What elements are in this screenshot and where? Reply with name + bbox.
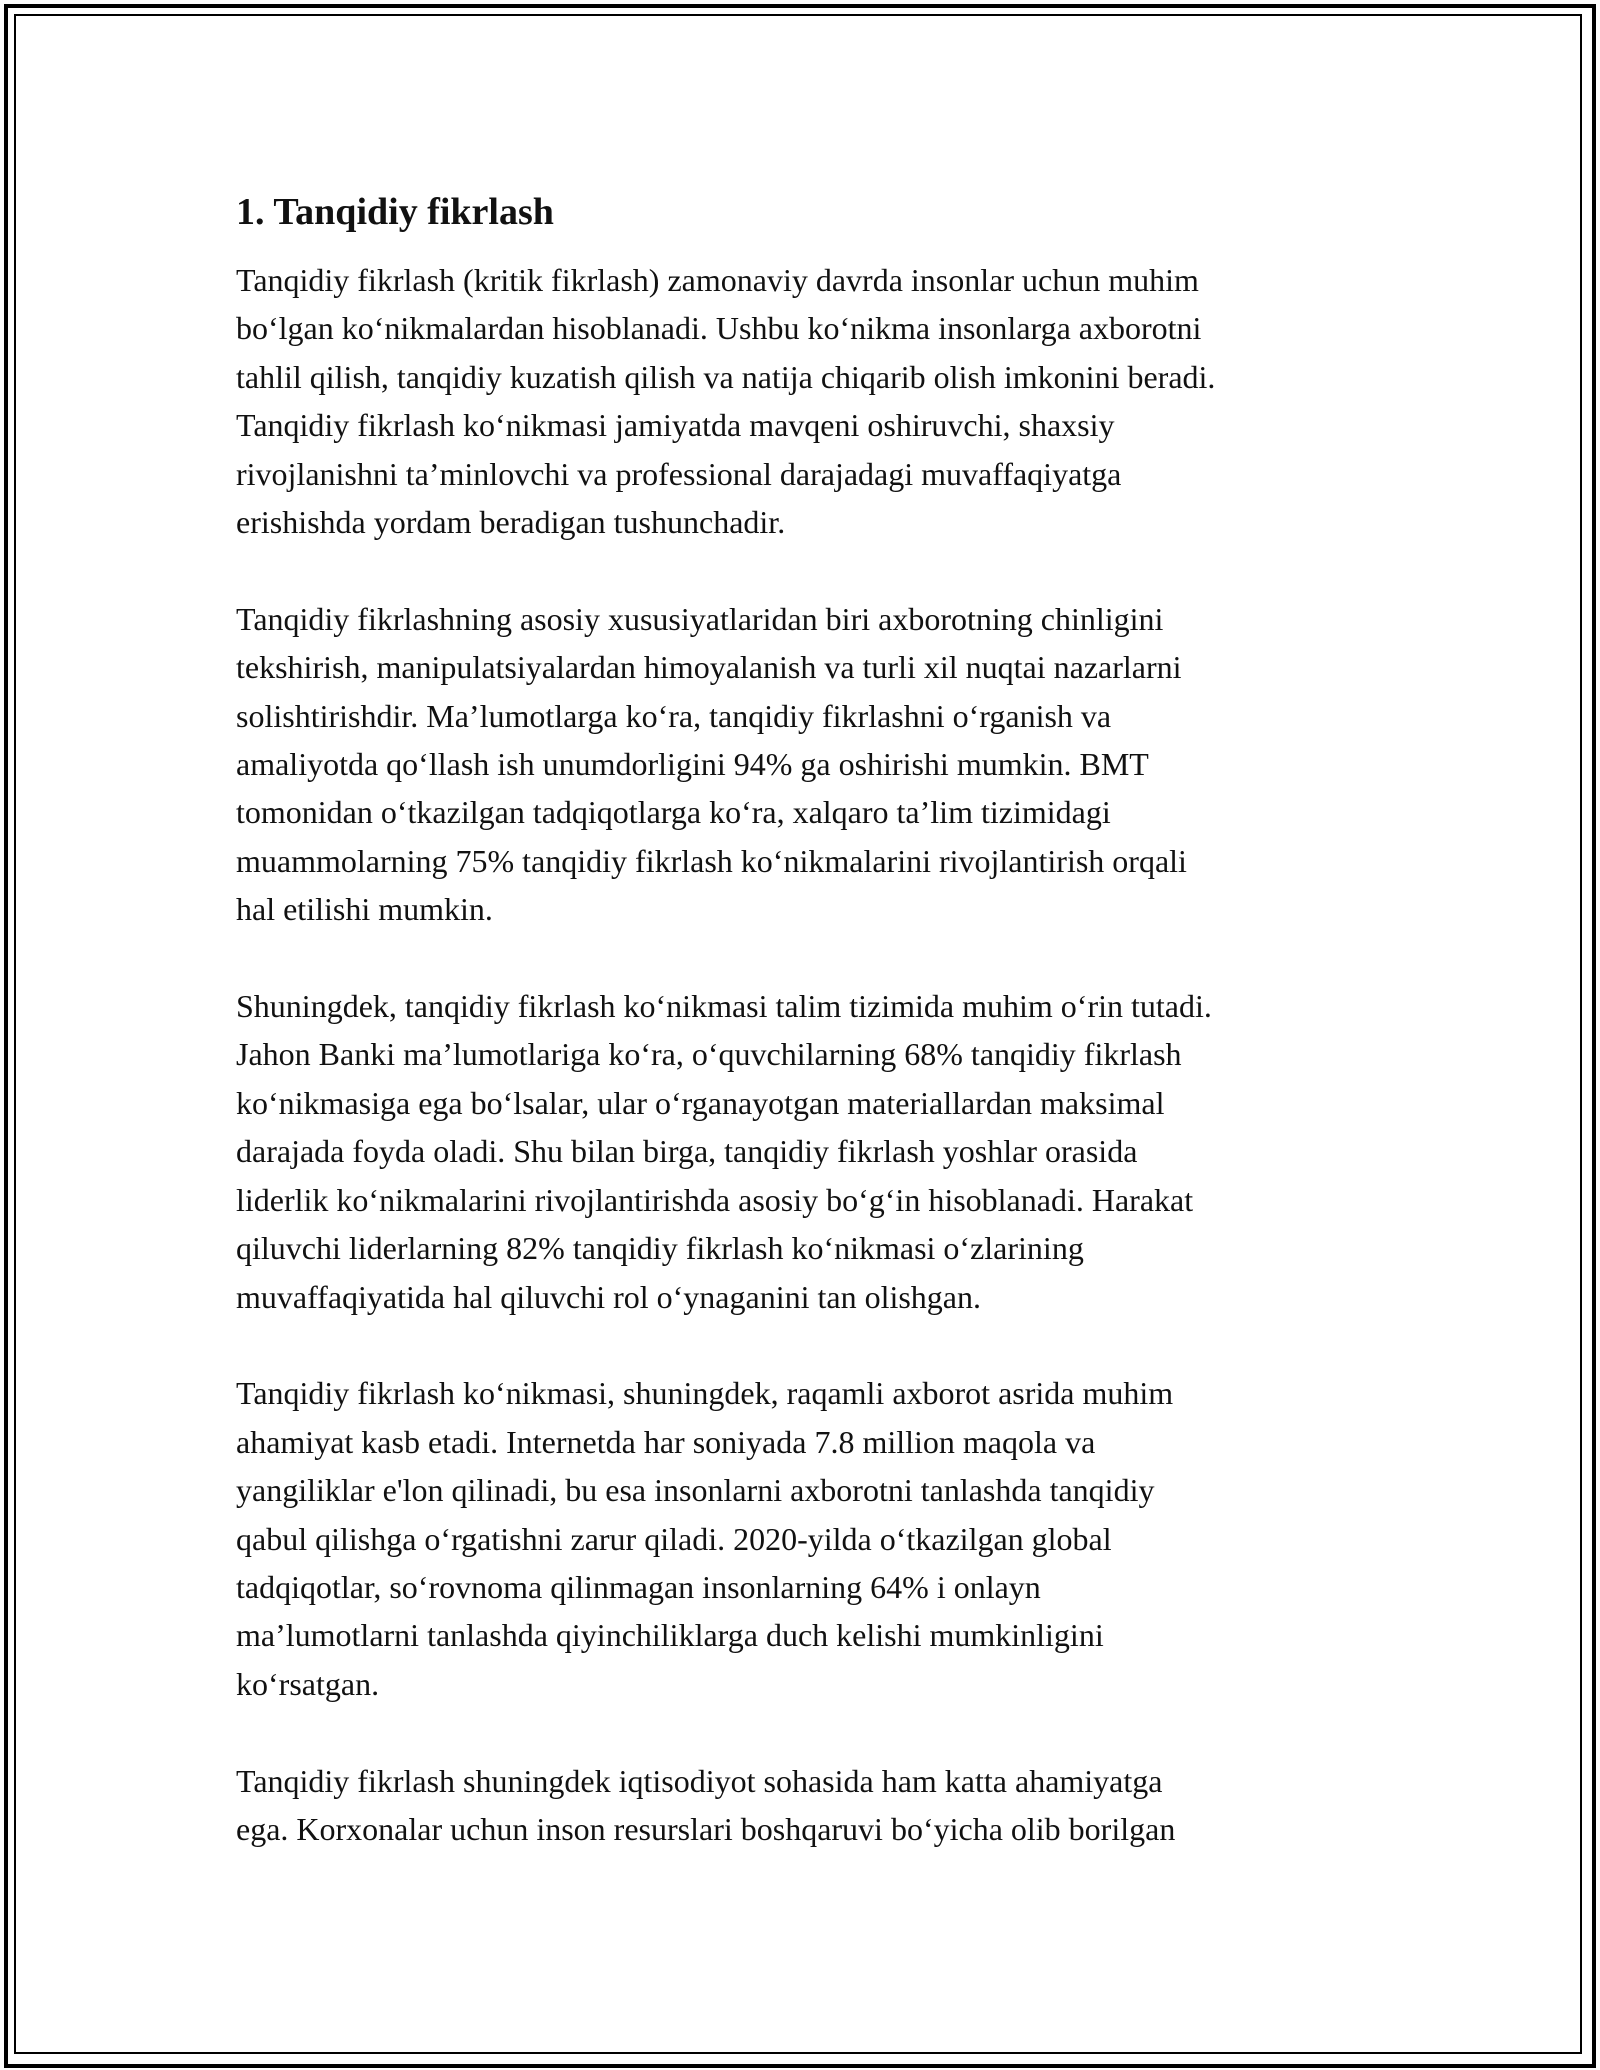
- paragraph-2: [236, 595, 1366, 934]
- section-heading: 1. Tanqidiy fikrlash: [236, 191, 554, 233]
- text-line: rivojlanishni ta’minlovchi va professional darajadagi muvaffaqiyatga: [236, 455, 1122, 492]
- text-line: amaliyotda qoʻllash ish unumdorligini 94% ga oshirishi mumkin. BMT: [236, 746, 1149, 783]
- text-line: Tanqidiy fikrlashning asosiy xususiyatlaridan biri axborotning chinligini: [236, 600, 1164, 637]
- text-line: tahlil qilish, tanqidiy kuzatish qilish va natija chiqarib olish imkonini beradi.: [236, 358, 1216, 395]
- text-line: muvaffaqiyatida hal qiluvchi rol oʻynaganini tan olishgan.: [236, 1278, 981, 1315]
- text-line: Shuningdek, tanqidiy fikrlash koʻnikmasi talim tizimida muhim oʻrin tutadi.: [236, 988, 1212, 1025]
- text-line: ega. Korxonalar uchun inson resurslari boshqaruvi boʻyicha olib borilgan: [236, 1810, 1176, 1847]
- document-body: [236, 186, 1366, 1902]
- text-line: liderlik koʻnikmalarini rivojlantirishda asosiy boʻgʻin hisoblanadi. Harakat: [236, 1181, 1194, 1218]
- text-line: boʻlgan koʻnikmalardan hisoblanadi. Ushbu koʻnikma insonlarga axborotni: [236, 310, 1202, 347]
- text-line: ma’lumotlarni tanlashda qiyinchiliklarga duch kelishi mumkinligini: [236, 1617, 1104, 1654]
- paragraph-5: [236, 1757, 1366, 1854]
- text-line: tadqiqotlar, soʻrovnoma qilinmagan insonlarning 64% i onlayn: [236, 1568, 1041, 1605]
- paragraph-1: [236, 256, 1366, 546]
- text-line: hal etilishi mumkin.: [236, 891, 493, 928]
- text-line: qiluvchi liderlarning 82% tanqidiy fikrlash koʻnikmasi oʻzlarining: [236, 1230, 1084, 1267]
- text-line: Tanqidiy fikrlash koʻnikmasi, shuningdek, raqamli axborot asrida muhim: [236, 1375, 1174, 1412]
- text-line: ahamiyat kasb etadi. Internetda har soniyada 7.8 million maqola va: [236, 1423, 1096, 1460]
- text-line: darajada foyda oladi. Shu bilan birga, tanqidiy fikrlash yoshlar orasida: [236, 1133, 1138, 1170]
- text-line: Jahon Banki ma’lumotlariga koʻra, oʻquvchilarning 68% tanqidiy fikrlash: [236, 1036, 1182, 1073]
- text-line: Tanqidiy fikrlash (kritik fikrlash) zamonaviy davrda insonlar uchun muhim: [236, 262, 1199, 298]
- text-line: tomonidan oʻtkazilgan tadqiqotlarga koʻra, xalqaro ta’lim tizimidagi: [236, 794, 1111, 831]
- text-line: Tanqidiy fikrlash shuningdek iqtisodiyot sohasida ham katta ahamiyatga: [236, 1762, 1163, 1799]
- text-line: muammolarning 75% tanqidiy fikrlash koʻnikmalarini rivojlantirish orqali: [236, 842, 1187, 879]
- text-line: koʻnikmasiga ega boʻlsalar, ular oʻrganayotgan materiallardan maksimal: [236, 1084, 1165, 1121]
- text-line: Tanqidiy fikrlash koʻnikmasi jamiyatda mavqeni oshiruvchi, shaxsiy: [236, 407, 1115, 444]
- paragraph-4: [236, 1369, 1366, 1708]
- text-line: tekshirish, manipulatsiyalardan himoyalanish va turli xil nuqtai nazarlarni: [236, 649, 1182, 686]
- text-line: yangiliklar e'lon qilinadi, bu esa insonlarni axborotni tanlashda tanqidiy: [236, 1472, 1155, 1509]
- text-line: solishtirishdir. Ma’lumotlarga koʻra, tanqidiy fikrlashni oʻrganish va: [236, 697, 1112, 734]
- text-line: qabul qilishga oʻrgatishni zarur qiladi. 2020-yilda oʻtkazilgan global: [236, 1520, 1112, 1557]
- text-line: erishishda yordam beradigan tushunchadir.: [236, 504, 786, 541]
- text-line: koʻrsatgan.: [236, 1665, 380, 1702]
- paragraph-3: [236, 982, 1366, 1321]
